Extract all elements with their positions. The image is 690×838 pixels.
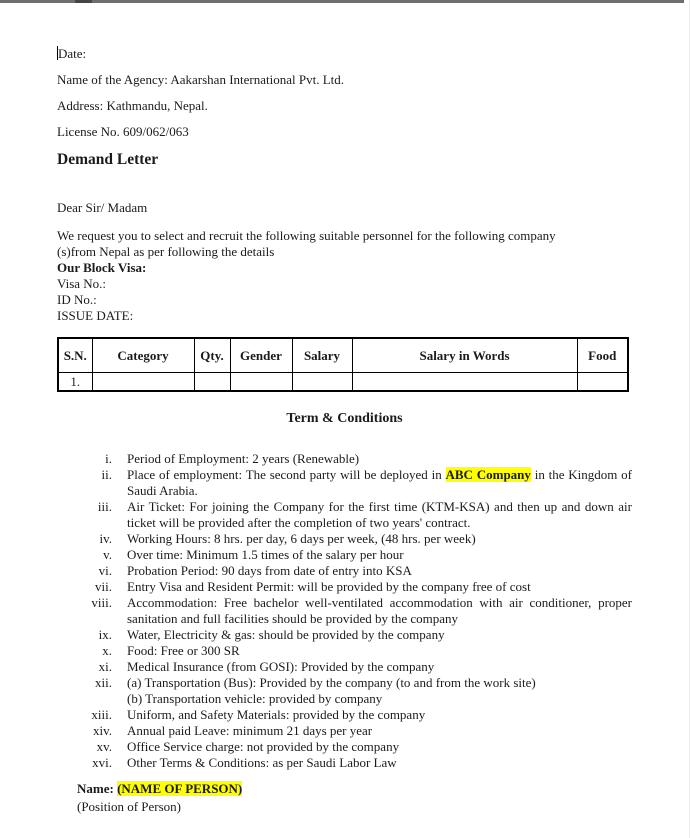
term-item xyxy=(57,563,632,579)
term-number: xiii. xyxy=(91,707,112,722)
term-item xyxy=(57,499,632,531)
term-text-segment: (a) Transportation (Bus): Provided by the company (to and from the work site) xyxy=(127,675,536,690)
term-item xyxy=(57,531,632,547)
term-item xyxy=(57,675,632,691)
name-placeholder-highlighted: (NAME OF PERSON) xyxy=(117,781,243,796)
term-text-segment: Probation Period: 90 days from date of entry into KSA xyxy=(127,563,412,578)
agency-line: Name of the Agency: Aakarshan International Pvt. Ltd. xyxy=(57,72,345,87)
term-item xyxy=(57,595,632,627)
visa-no-label: Visa No.: xyxy=(57,276,107,291)
signature-position-line: (Position of Person) xyxy=(77,799,181,814)
cell-salary-in-words[interactable] xyxy=(352,373,577,392)
term-text-segment: Accommodation: Free bachelor well-ventilated accommodation with air conditioner, proper sanitation and full facilities should be provided by the company xyxy=(127,595,632,626)
term-text-segment: Air Ticket: For joining the Company for the first time (KTM-KSA) and then up and down air ticket will be provided after the completion of two years' contract. xyxy=(127,499,632,530)
request-paragraph xyxy=(57,228,632,324)
terms-list xyxy=(57,451,632,771)
document-title: Demand Letter xyxy=(57,151,159,168)
demand-table-data-row xyxy=(58,373,628,392)
term-item xyxy=(57,643,632,659)
issue-date-label: ISSUE DATE: xyxy=(57,308,134,323)
term-text xyxy=(127,467,632,499)
term-text-segment: Entry Visa and Resident Permit: will be provided by the company free of cost xyxy=(127,579,531,594)
salutation: Dear Sir/ Madam xyxy=(57,200,148,215)
address-line: Address: Kathmandu, Nepal. xyxy=(57,98,208,113)
cell-sn[interactable]: 1. xyxy=(58,373,92,392)
term-number: xiv. xyxy=(92,723,112,738)
highlighted-text: ABC Company xyxy=(445,467,531,482)
term-number: iv. xyxy=(99,531,112,546)
term-text xyxy=(127,531,632,547)
request-line-2: (s)from Nepal as per following the details xyxy=(57,244,275,259)
demand-table xyxy=(57,337,629,392)
term-item xyxy=(57,707,632,723)
header-salary: Salary xyxy=(292,338,352,373)
signature-block xyxy=(77,780,632,817)
term-text-segment: Working Hours: 8 hrs. per day, 6 days per week, (48 hrs. per week) xyxy=(127,531,476,546)
term-number: xvi. xyxy=(92,755,112,770)
term-text-segment: Place of employment: The second party will be deployed in xyxy=(127,467,446,482)
term-number: vi. xyxy=(98,563,112,578)
header-gender: Gender xyxy=(230,338,292,373)
visa-details xyxy=(57,276,632,324)
cell-food[interactable] xyxy=(577,373,628,392)
term-text xyxy=(127,707,632,723)
header-category: Category xyxy=(92,338,194,373)
term-text-segment: Water, Electricity & gas: should be provided by the company xyxy=(127,627,445,642)
window-top-edge-accent xyxy=(75,0,92,3)
term-text-segment: Medical Insurance (from GOSI): Provided by the company xyxy=(127,659,435,674)
term-text xyxy=(127,579,632,595)
term-text xyxy=(127,723,632,739)
window-top-edge xyxy=(0,0,684,3)
term-item xyxy=(57,691,632,707)
term-item xyxy=(57,739,632,755)
block-visa-label: Our Block Visa: xyxy=(57,260,147,275)
term-number: iii. xyxy=(97,499,112,514)
term-text-segment: Other Terms & Conditions: as per Saudi Labor Law xyxy=(127,755,397,770)
term-item xyxy=(57,547,632,563)
cell-qty[interactable] xyxy=(194,373,230,392)
id-no-label: ID No.: xyxy=(57,292,97,307)
term-number: ii. xyxy=(101,467,112,482)
cell-category[interactable] xyxy=(92,373,194,392)
header-sn: S.N. xyxy=(58,338,92,373)
term-number: ix. xyxy=(98,627,112,642)
term-number: vii. xyxy=(95,579,112,594)
term-item xyxy=(57,723,632,739)
term-number xyxy=(57,691,112,707)
term-number: i. xyxy=(105,451,112,466)
term-text xyxy=(127,451,632,467)
date-line xyxy=(57,46,632,62)
term-text-segment: Uniform, and Safety Materials: provided by the company xyxy=(127,707,426,722)
header-food: Food xyxy=(577,338,628,373)
term-text-segment: (b) Transportation vehicle: provided by company xyxy=(127,691,383,706)
term-item xyxy=(57,755,632,771)
term-text xyxy=(127,547,632,563)
term-item xyxy=(57,627,632,643)
cell-salary[interactable] xyxy=(292,373,352,392)
term-number: xv. xyxy=(96,739,112,754)
signature-name-line xyxy=(77,780,632,797)
term-item xyxy=(57,467,632,499)
term-text-segment: in the Kingdom of Saudi Arabia. xyxy=(127,467,633,498)
demand-table-header-row xyxy=(58,338,628,373)
date-label: Date: xyxy=(58,46,87,61)
header-salary-in-words: Salary in Words xyxy=(352,338,577,373)
term-text-segment: Food: Free or 300 SR xyxy=(127,643,240,658)
term-text-segment: Office Service charge: not provided by the company xyxy=(127,739,400,754)
term-text xyxy=(127,755,632,771)
request-line-1: We request you to select and recruit the following suitable personnel for the following company xyxy=(57,228,556,243)
term-number: v. xyxy=(103,547,112,562)
term-text-segment: Period of Employment: 2 years (Renewable) xyxy=(127,451,360,466)
term-number: xii. xyxy=(95,675,112,690)
terms-heading: Term & Conditions xyxy=(286,411,403,426)
term-text xyxy=(127,595,632,627)
term-text xyxy=(127,643,632,659)
term-text xyxy=(127,691,632,707)
license-line: License No. 609/062/063 xyxy=(57,124,189,139)
term-number: viii. xyxy=(91,595,112,610)
term-number: xi. xyxy=(98,659,112,674)
term-text-segment: Annual paid Leave: minimum 21 days per year xyxy=(127,723,373,738)
term-text-segment: Over time: Minimum 1.5 times of the salary per hour xyxy=(127,547,404,562)
name-label: Name: xyxy=(77,781,114,796)
term-item xyxy=(57,579,632,595)
term-text xyxy=(127,563,632,579)
term-text xyxy=(127,659,632,675)
cell-gender[interactable] xyxy=(230,373,292,392)
term-text xyxy=(127,675,632,691)
term-item xyxy=(57,451,632,467)
header-qty: Qty. xyxy=(194,338,230,373)
term-item xyxy=(57,659,632,675)
term-text xyxy=(127,499,632,531)
term-number: x. xyxy=(102,643,112,658)
term-text xyxy=(127,627,632,643)
term-text xyxy=(127,739,632,755)
